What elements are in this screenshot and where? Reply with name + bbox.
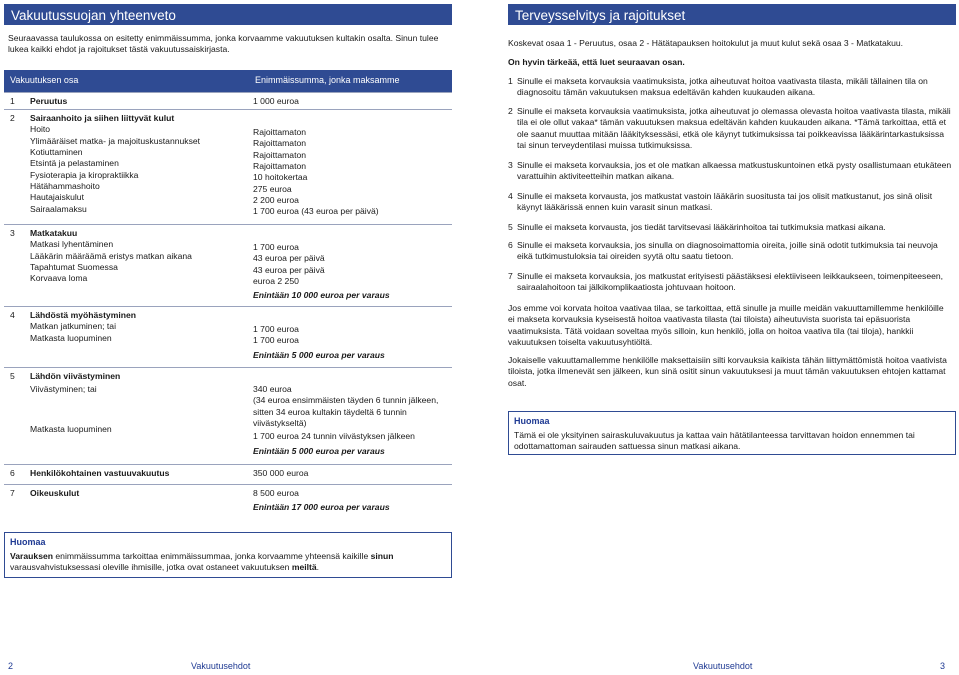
restriction-number: 4 bbox=[508, 191, 513, 201]
section-amounts bbox=[253, 488, 453, 514]
section-7 bbox=[10, 488, 240, 499]
right-paragraph-1: Jos emme voi korvata hoitoa vaativaa tilaa, se tarkoittaa, että sinulle ja muille meidän vakuuttamillemme henkilöille ei makseta korvauksia kyseisestä hoitoa vaativasta tilasta (tai tiloista) aiheutuvista suorista tai epäsuorista vaatimuksista. Tätä voidaan soveltaa myös silloin, kun henkilö, jolla on hoitoa vaativa tila (tai tiloja), hankkii vakuutuksen toiselta vakuutusyhtiöltä. bbox=[508, 303, 944, 348]
section-item: Viivästyminen; tai bbox=[30, 384, 97, 395]
section-title: Lähdön viivästyminen bbox=[30, 371, 121, 381]
section-number: 2 bbox=[10, 113, 15, 123]
section-number: 3 bbox=[10, 228, 15, 238]
left-page-header: Vakuutussuojan yhteenveto bbox=[4, 4, 452, 25]
section-item: Kotiuttaminen bbox=[30, 147, 83, 158]
section-amounts bbox=[253, 468, 453, 479]
restriction-text: Sinulle ei makseta korvauksia, jos sinulla on diagnosoimattomia oireita, joille sinä odotit tutkimuksia tai neuvoja eikä tutkimustuloksia tai oireiden syytä oltu saatu tietoon. bbox=[517, 240, 938, 262]
amount-value: Rajoittamaton bbox=[253, 127, 307, 137]
amount-limit: Enintään 5 000 euroa per varaus bbox=[253, 349, 385, 360]
table-header-amount: Enimmäissumma, jonka maksamme bbox=[249, 70, 452, 92]
restriction-item bbox=[508, 106, 952, 151]
restriction-text: Sinulle ei makseta korvauksia, jos et ole matkan alkaessa matkustuskuntoinen etkä pysty osallistumaan etukäteen varattuihin aktiviteetteihin matkan aikana. bbox=[517, 160, 952, 182]
section-item: Hoito bbox=[30, 124, 51, 135]
table-divider bbox=[4, 92, 452, 93]
amount-value: 43 euroa per päivä bbox=[253, 253, 325, 264]
right-intro-2: On hyvin tärkeää, että luet seuraavan osan. bbox=[508, 57, 685, 67]
amount-limit: Enintään 10 000 euroa per varaus bbox=[253, 290, 390, 301]
left-page-number: 2 bbox=[8, 661, 14, 671]
section-3 bbox=[10, 228, 240, 285]
section-item: Matkan jatkuminen; tai bbox=[30, 321, 116, 332]
section-number: 7 bbox=[10, 488, 15, 498]
left-footer-title: Vakuutusehdot bbox=[191, 661, 251, 671]
amount-value: Rajoittamaton bbox=[253, 161, 307, 172]
section-number: 5 bbox=[10, 371, 15, 381]
table-header-part: Vakuutuksen osa bbox=[4, 70, 249, 92]
table-divider bbox=[4, 367, 452, 368]
amount-value: Rajoittamaton bbox=[253, 138, 307, 149]
amount-value: 10 hoitokertaa bbox=[253, 172, 308, 183]
section-2 bbox=[10, 113, 240, 215]
section-item: Hautajaiskulut bbox=[30, 192, 84, 203]
restriction-number: 1 bbox=[508, 76, 513, 86]
amount-value: 1 700 euroa bbox=[253, 242, 299, 252]
amount-value: 2 200 euroa bbox=[253, 195, 299, 206]
right-intro-1: Koskevat osaa 1 - Peruutus, osaa 2 - Hätätapauksen hoitokulut ja muut kulut sekä osaa 3 - Matkatakuu. bbox=[508, 38, 904, 48]
section-title: Matkatakuu bbox=[30, 228, 78, 238]
amount-limit: Enintään 5 000 euroa per varaus bbox=[253, 445, 385, 456]
table-divider bbox=[4, 464, 452, 465]
section-item: Matkasta luopuminen bbox=[30, 332, 112, 343]
restriction-item bbox=[508, 76, 952, 99]
section-item: Hätähammashoito bbox=[30, 181, 100, 192]
table-divider bbox=[4, 306, 452, 307]
amount-value: 275 euroa bbox=[253, 183, 292, 194]
restriction-text: Sinulle ei makseta korvausta, jos matkustat vastoin lääkärin suositusta tai jos olisit matkustanut, jos sinä olisit käynyt lääkärissä ennen kuin varasit sinun matkasi. bbox=[517, 191, 933, 213]
restriction-text: Sinulle ei makseta korvauksia, jos matkustat erityisesti päästäksesi elektiiviseen leikkaukseen, toimenpiteeseen, sairaalahoitoon tai jälkikomplikaatiosta johtuvaan hoitoon. bbox=[517, 271, 944, 293]
restriction-text: Sinulle ei makseta korvauksia vaatimuksista, jotka aiheutuvat jo olemassa olevasta hoitoa vaativasta tilasta, mikäli tila ei ole ollut vakaa* tämän vakuutuksen maksua edeltävän kahden kuukauden aikana. *Tämä tarkoittaa, että et ole saanut muuttaa mitään lääkityksessäsi, etkä ole käynyt tutkimuksissa tai poikkeavissa lääkärintarkastuksissa tai sinun terveydentilasi muissa tutkimuksissa. bbox=[517, 106, 951, 151]
left-note-heading: Huomaa bbox=[10, 537, 46, 547]
amount-value: Rajoittamaton bbox=[253, 149, 307, 160]
right-footer-title: Vakuutusehdot bbox=[693, 661, 753, 671]
right-note-box bbox=[508, 411, 956, 455]
restriction-number: 2 bbox=[508, 106, 513, 116]
section-number: 4 bbox=[10, 310, 15, 320]
section-amounts bbox=[253, 127, 453, 218]
amount-value: (34 euroa ensimmäisten täyden 6 tunnin jälkeen, sitten 34 euroa kultakin täydeltä 6 tunnin viivästykseltä) bbox=[253, 395, 439, 429]
section-5 bbox=[10, 371, 240, 435]
restriction-number: 5 bbox=[508, 222, 513, 232]
right-page-number: 3 bbox=[940, 661, 946, 671]
section-title: Lähdöstä myöhästyminen bbox=[30, 310, 137, 320]
restriction-item bbox=[508, 271, 952, 294]
amount-value: 340 euroa bbox=[253, 384, 292, 394]
section-item: Lääkärin määräämä eristys matkan aikana bbox=[30, 250, 192, 261]
section-number: 6 bbox=[10, 468, 15, 478]
section-item: Etsintä ja pelastaminen bbox=[30, 158, 119, 169]
right-note-heading: Huomaa bbox=[514, 416, 550, 426]
section-item: Matkasta luopuminen bbox=[30, 423, 112, 434]
section-item: Tapahtumat Suomessa bbox=[30, 262, 118, 273]
amount-value: euroa 2 250 bbox=[253, 276, 299, 287]
amount-value: 1 700 euroa bbox=[253, 335, 299, 346]
amount-value: 1 700 euroa 24 tunnin viivästyksen jälkeen bbox=[253, 431, 415, 442]
restriction-text: Sinulle ei makseta korvausta, jos tiedät tarvitsevasi lääkärinhoitoa tai tutkimuksia matkasi aikana. bbox=[517, 222, 886, 232]
section-title: Oikeuskulut bbox=[30, 488, 80, 498]
amount-value: 1 000 euroa bbox=[253, 96, 299, 106]
section-item: Sairaalamaksu bbox=[30, 203, 87, 214]
table-divider bbox=[4, 484, 452, 485]
right-paragraph-2: Jokaiselle vakuuttamallemme henkilölle maksettaisiin silti korvauksia kaikista tähän liittymättömistä hoitoa vaativista tiloista, jotka ilmenevät sen jälkeen, kun sinä ositit sinun vakuutuksesi ja muut tämän vakuutuksen ehtojen kattamat osat. bbox=[508, 355, 947, 388]
amount-value: 350 000 euroa bbox=[253, 468, 309, 478]
amount-value: 1 700 euroa bbox=[253, 324, 299, 334]
section-title: Sairaanhoito ja siihen liittyvät kulut bbox=[30, 113, 175, 123]
right-page-header: Terveysselvitys ja rajoitukset bbox=[508, 4, 956, 25]
section-number: 1 bbox=[10, 96, 15, 106]
section-amounts bbox=[253, 384, 453, 457]
section-6 bbox=[10, 468, 240, 479]
restriction-item bbox=[508, 222, 952, 233]
amount-limit: Enintään 17 000 euroa per varaus bbox=[253, 502, 390, 513]
left-note-box bbox=[4, 532, 452, 578]
amount-value: 43 euroa per päivä bbox=[253, 264, 325, 275]
section-item: Ylimääräiset matka- ja majoituskustannukset bbox=[30, 135, 201, 146]
section-title: Henkilökohtainen vastuuvakuutus bbox=[30, 468, 170, 478]
restriction-number: 6 bbox=[508, 240, 513, 250]
section-1 bbox=[10, 96, 240, 107]
section-4 bbox=[10, 310, 240, 344]
section-item: Fysioterapia ja kiropraktiikka bbox=[30, 169, 139, 180]
table-divider bbox=[4, 109, 452, 110]
section-amounts bbox=[253, 242, 453, 302]
table-divider bbox=[4, 224, 452, 225]
restriction-number: 3 bbox=[508, 160, 513, 170]
restriction-number: 7 bbox=[508, 271, 513, 281]
section-item: Matkasi lyhentäminen bbox=[30, 239, 114, 250]
left-intro: Seuraavassa taulukossa on esitetty enimmäissumma, jonka korvaamme vakuutuksen kultakin osalta. Sinun tulee lukea kaikki ehdot ja rajoitukset tästä vakuutussaiskirjasta. bbox=[8, 33, 439, 55]
section-title: Peruutus bbox=[30, 96, 68, 106]
restriction-text: Sinulle ei makseta korvauksia vaatimuksista, jotka aiheutuvat hoitoa vaativasta tilasta, mikäli tällainen tila on diagnosoitu tämän vakuutuksen maksua edeltävän kahden kuukauden aikana. bbox=[517, 76, 928, 98]
section-amounts bbox=[253, 324, 453, 361]
section-item: Korvaava loma bbox=[30, 273, 88, 284]
right-note-text: Tämä ei ole yksityinen sairaskuluvakuutus ja kattaa vain hätätilanteessa tarvittavan hoidon ennemmen tai odottamattoman sairauden sattuessa sinun matkasi aikana. bbox=[514, 429, 915, 452]
section-amounts bbox=[253, 96, 453, 107]
restriction-item bbox=[508, 160, 952, 183]
left-note-text: Varauksen enimmäissumma tarkoittaa enimmäissummaa, jonka korvaamme yhteensä kaikille sinun varausvahvistuksessasi oleville ihmisille, jotka ovat ostaneet vakuutuksen meiltä. bbox=[10, 550, 394, 573]
amount-value: 8 500 euroa bbox=[253, 488, 299, 498]
restriction-item bbox=[508, 240, 952, 263]
restriction-item bbox=[508, 191, 952, 214]
amount-value: 1 700 euroa (43 euroa per päivä) bbox=[253, 206, 379, 217]
